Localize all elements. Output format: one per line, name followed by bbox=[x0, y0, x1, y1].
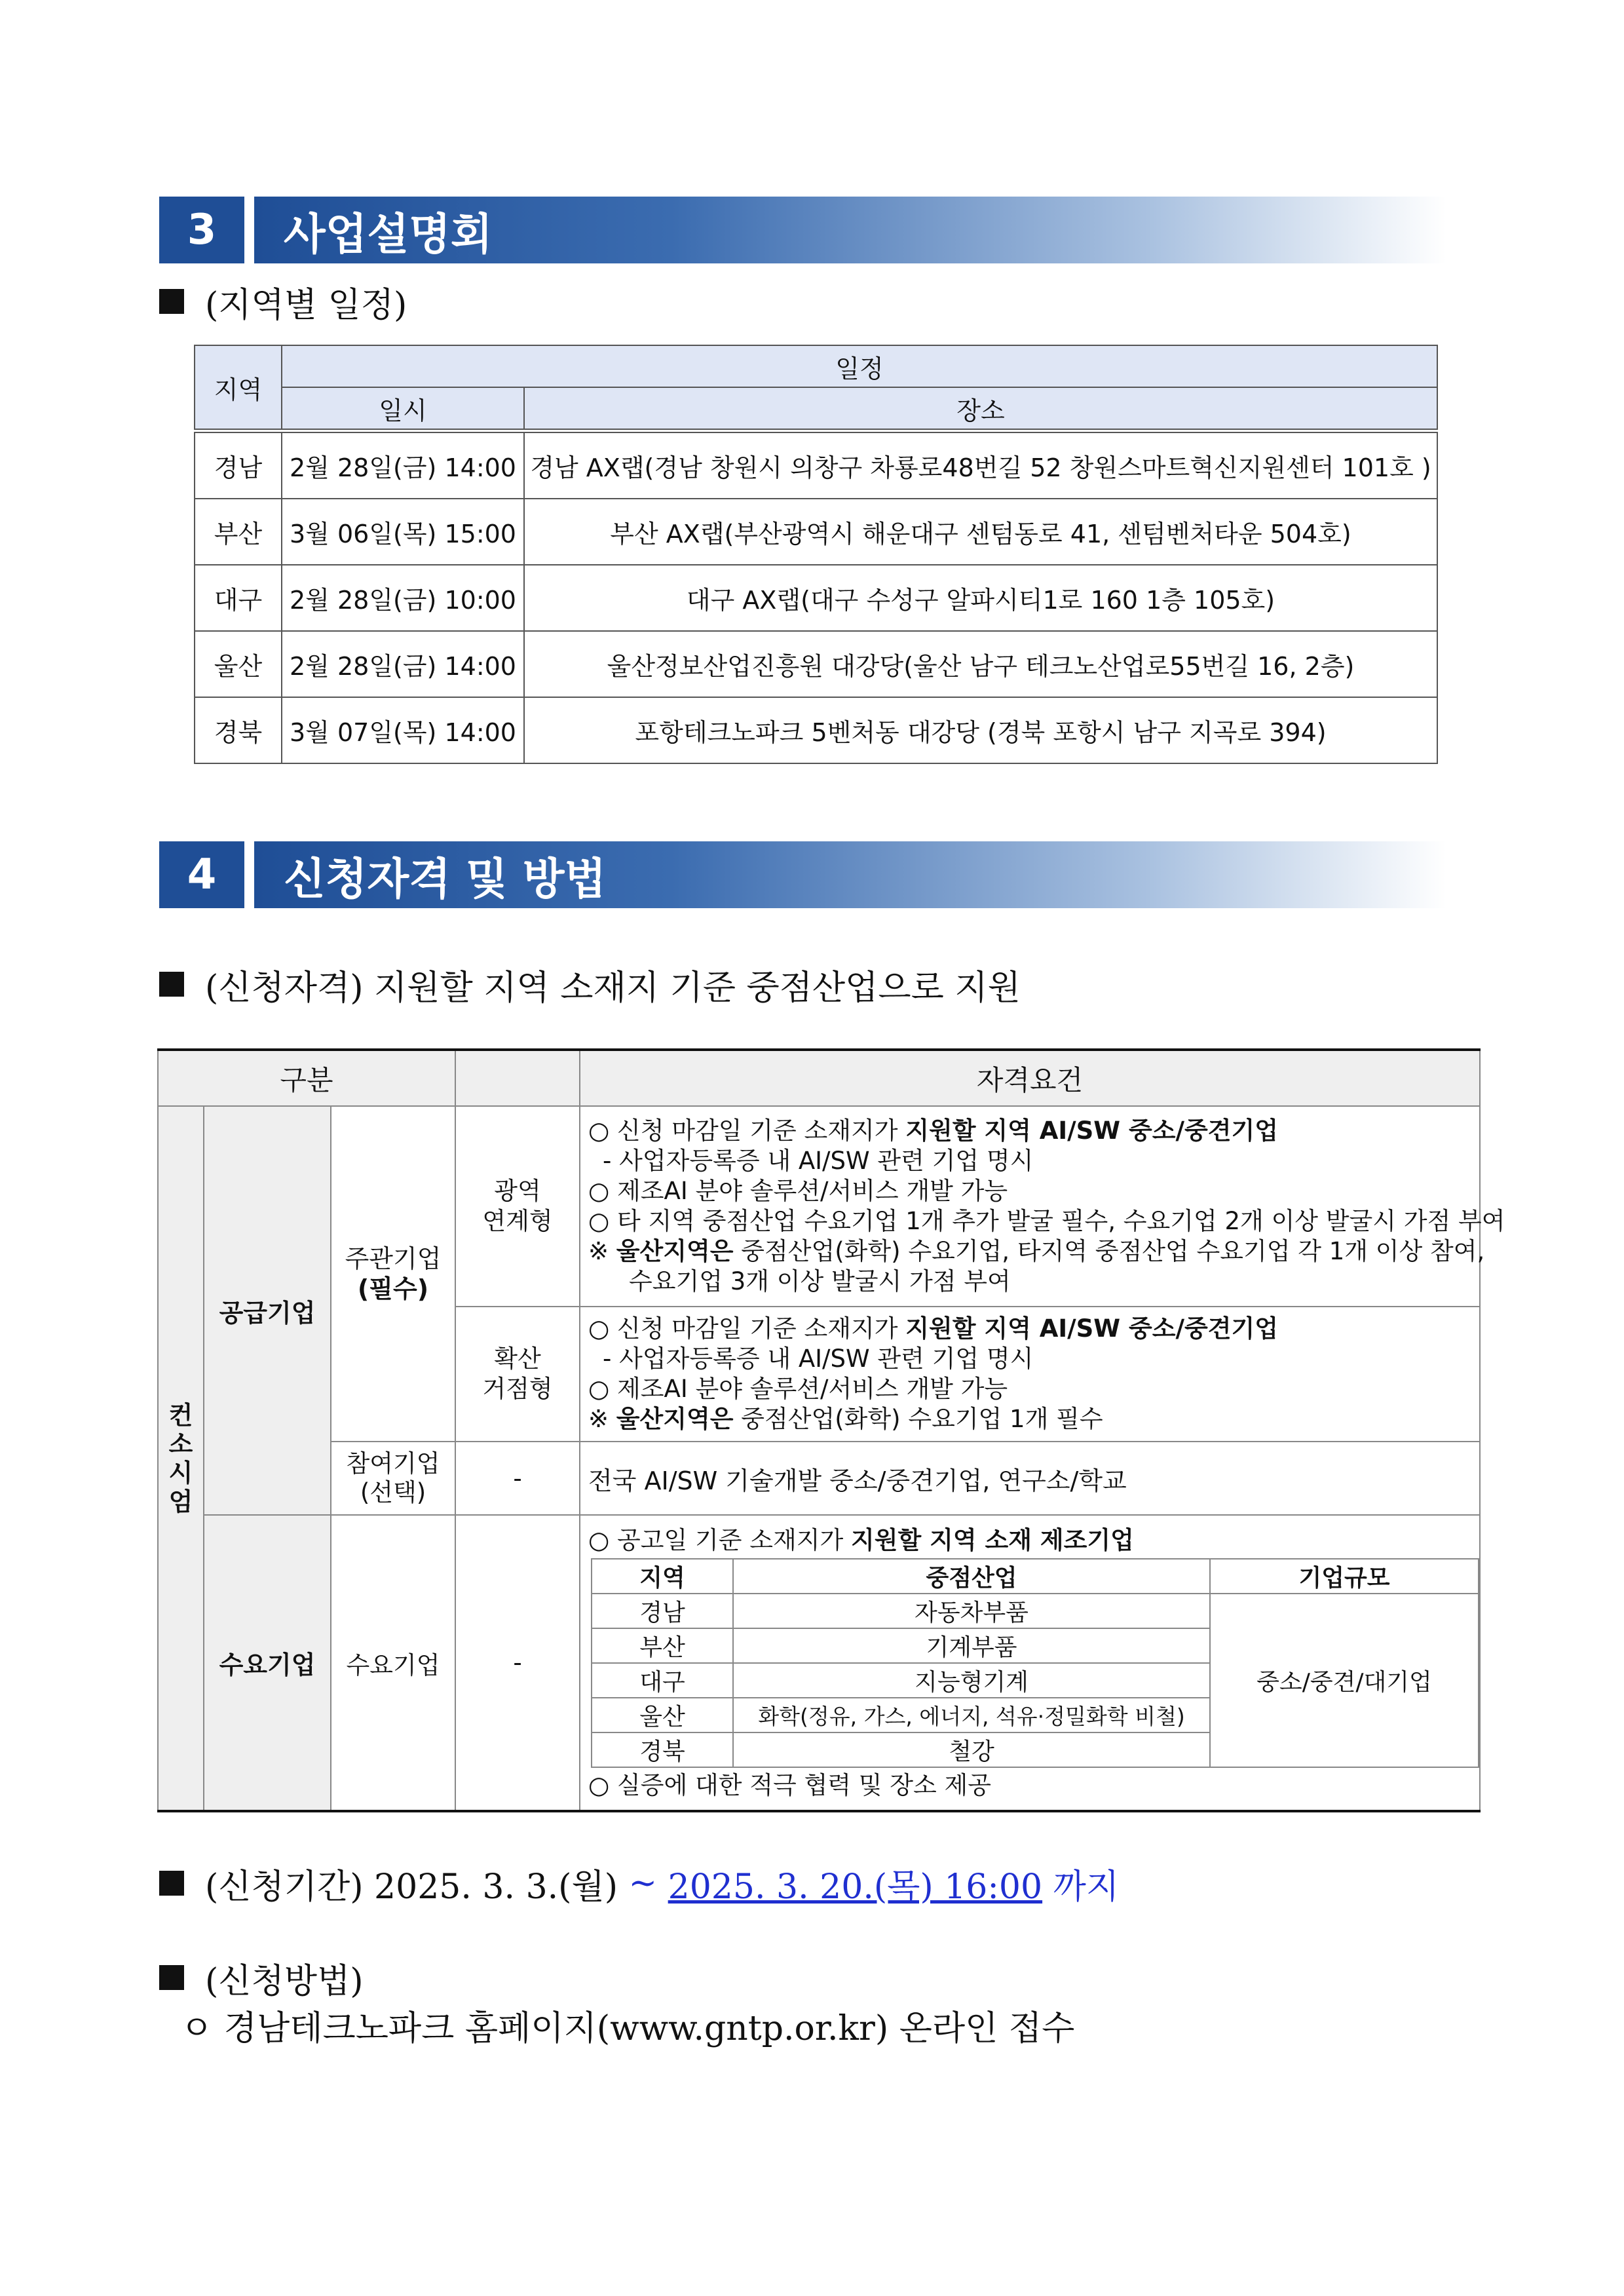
req-line: ○ 제조AI 분야 솔루션/서비스 개발 가능 bbox=[588, 1375, 1008, 1403]
industry-region: 대구 bbox=[592, 1663, 733, 1698]
row-datetime: 2월 28일(금) 10:00 bbox=[282, 565, 524, 631]
period-deadline: 2025. 3. 20.(목) 16:00 bbox=[668, 1867, 1043, 1907]
section-title: 사업설명회 bbox=[284, 208, 493, 259]
req-line: 수요기업 3개 이상 발굴시 가점 부여 bbox=[629, 1267, 1011, 1295]
demand-label: 수요기업 bbox=[204, 1515, 331, 1811]
eligibility-heading-text: (신청자격) 지원할 지역 소재지 기준 중점산업으로 지원 bbox=[205, 968, 1021, 1008]
industry-header-region: 지역 bbox=[592, 1559, 733, 1594]
industry-name: 화학(정유, 가스, 에너지, 석유·정밀화학 비철) bbox=[733, 1698, 1210, 1732]
req-line: ※ 울산지역은 중점산업(화학) 수요기업 1개 필수 bbox=[588, 1405, 1103, 1433]
demand-requirements bbox=[580, 1515, 1480, 1811]
row-place: 울산정보산업진흥원 대강당(울산 남구 테크노산업로55번길 16, 2층) bbox=[524, 631, 1437, 697]
method-heading bbox=[159, 1951, 364, 2004]
req-line: ○ 실증에 대한 적극 협력 및 장소 제공 bbox=[588, 1770, 992, 1799]
section-title-bar bbox=[254, 197, 1446, 263]
row-place: 포항테크노파크 5벤처동 대강당 (경북 포항시 남구 지곡로 394) bbox=[524, 697, 1437, 763]
table-row bbox=[195, 499, 1437, 565]
header-category: 구분 bbox=[158, 1050, 455, 1106]
hub-type-requirements bbox=[580, 1307, 1480, 1442]
method-item: ㅇ 경남테크노파크 홈페이지(www.gntp.or.kr) 온라인 접수 bbox=[180, 2008, 1075, 2048]
row-region: 경북 bbox=[195, 697, 282, 763]
industry-region: 울산 bbox=[592, 1698, 733, 1732]
header-place: 장소 bbox=[524, 387, 1437, 429]
req-line: ○ 신청 마감일 기준 소재지가 지원할 지역 AI/SW 중소/중견기업 bbox=[588, 1314, 1278, 1343]
row-place: 경남 AX랩(경남 창원시 의창구 차룡로48번길 52 창원스마트혁신지원센터 101호 ) bbox=[524, 432, 1437, 499]
header-datetime: 일시 bbox=[282, 387, 524, 429]
square-bullet-icon bbox=[159, 1965, 184, 1990]
req-line: ○ 타 지역 중점산업 수요기업 1개 추가 발굴 필수, 수요기업 2개 이상 발굴시 가점 부여 bbox=[588, 1207, 1505, 1235]
industry-table bbox=[591, 1558, 1479, 1768]
period-tilde: ~ bbox=[628, 1864, 668, 1903]
req-line: ○ 공고일 기준 소재지가 지원할 지역 소재 제조기업 bbox=[588, 1525, 1134, 1554]
industry-size: 중소/중견/대기업 bbox=[1210, 1594, 1479, 1767]
schedule-table bbox=[194, 345, 1438, 764]
table-row bbox=[195, 432, 1437, 499]
row-place: 대구 AX랩(대구 수성구 알파시티1로 160 1층 105호) bbox=[524, 565, 1437, 631]
table-row bbox=[195, 631, 1437, 697]
req-line: ※ 울산지역은 중점산업(화학) 수요기업, 타지역 중점산업 수요기업 각 1개 이상 참여, bbox=[588, 1237, 1485, 1265]
wide-type-label: 광역 연계형 bbox=[455, 1106, 580, 1307]
hub-type-label: 확산 거점형 bbox=[455, 1307, 580, 1442]
req-line: ○ 신청 마감일 기준 소재지가 지원할 지역 AI/SW 중소/중견기업 bbox=[588, 1117, 1278, 1145]
square-bullet-icon bbox=[159, 1871, 184, 1896]
schedule-heading bbox=[159, 275, 407, 328]
industry-name: 기계부품 bbox=[733, 1628, 1210, 1663]
participant-requirements: 전국 AI/SW 기술개발 중소/중견기업, 연구소/학교 bbox=[580, 1442, 1480, 1515]
industry-header-industry: 중점산업 bbox=[733, 1559, 1210, 1594]
table-row bbox=[195, 697, 1437, 763]
industry-name: 자동차부품 bbox=[733, 1594, 1210, 1628]
industry-name: 지능형기계 bbox=[733, 1663, 1210, 1698]
lead-company-label bbox=[331, 1106, 455, 1442]
section-number: 3 bbox=[159, 197, 244, 263]
demand-sub-label: 수요기업 bbox=[331, 1515, 455, 1811]
row-region: 경남 bbox=[195, 432, 282, 499]
header-schedule: 일정 bbox=[282, 345, 1437, 387]
row-datetime: 2월 28일(금) 14:00 bbox=[282, 432, 524, 499]
table-row bbox=[592, 1594, 1479, 1628]
row-region: 대구 bbox=[195, 565, 282, 631]
row-datetime: 3월 07일(목) 14:00 bbox=[282, 697, 524, 763]
req-line: - 사업자등록증 내 AI/SW 관련 기업 명시 bbox=[603, 1345, 1034, 1373]
section-title: 신청자격 및 방법 bbox=[284, 853, 607, 904]
industry-region: 경북 bbox=[592, 1732, 733, 1767]
consortium-label: 컨 소 시 엄 bbox=[158, 1106, 204, 1811]
lead-text: 주관기업 bbox=[345, 1244, 442, 1273]
wide-type-requirements bbox=[580, 1106, 1505, 1307]
method-heading-text: (신청방법) bbox=[205, 1961, 364, 2001]
header-region: 지역 bbox=[195, 345, 282, 429]
industry-header-size: 기업규모 bbox=[1210, 1559, 1479, 1594]
header-blank bbox=[455, 1050, 580, 1106]
square-bullet-icon bbox=[159, 289, 184, 314]
section-number: 4 bbox=[159, 841, 244, 908]
row-region: 부산 bbox=[195, 499, 282, 565]
section-4-header bbox=[159, 841, 1446, 908]
period-until: 까지 bbox=[1042, 1867, 1120, 1907]
req-line: ○ 제조AI 분야 솔루션/서비스 개발 가능 bbox=[588, 1177, 1008, 1205]
schedule-heading-text: (지역별 일정) bbox=[205, 285, 407, 325]
square-bullet-icon bbox=[159, 972, 184, 997]
eligibility-heading bbox=[159, 958, 1021, 1010]
header-requirements: 자격요건 bbox=[580, 1050, 1480, 1106]
industry-region: 부산 bbox=[592, 1628, 733, 1663]
row-place: 부산 AX랩(부산광역시 해운대구 센텀동로 41, 센텀벤처타운 504호) bbox=[524, 499, 1437, 565]
row-datetime: 2월 28일(금) 14:00 bbox=[282, 631, 524, 697]
row-datetime: 3월 06일(목) 15:00 bbox=[282, 499, 524, 565]
period-label: (신청기간) 2025. 3. 3.(월) bbox=[205, 1867, 629, 1907]
req-line: - 사업자등록증 내 AI/SW 관련 기업 명시 bbox=[603, 1147, 1034, 1175]
participant-dash: - bbox=[455, 1442, 580, 1515]
participant-label: 참여기업 (선택) bbox=[331, 1442, 455, 1515]
table-row bbox=[195, 565, 1437, 631]
industry-region: 경남 bbox=[592, 1594, 733, 1628]
section-title-bar bbox=[254, 841, 1446, 908]
eligibility-table bbox=[157, 1048, 1505, 1812]
row-region: 울산 bbox=[195, 631, 282, 697]
industry-name: 철강 bbox=[733, 1732, 1210, 1767]
supply-label: 공급기업 bbox=[204, 1106, 331, 1515]
demand-dash: - bbox=[455, 1515, 580, 1811]
section-3-header bbox=[159, 197, 1446, 263]
lead-required-text: (필수) bbox=[357, 1274, 429, 1303]
period-line bbox=[159, 1857, 1119, 1909]
